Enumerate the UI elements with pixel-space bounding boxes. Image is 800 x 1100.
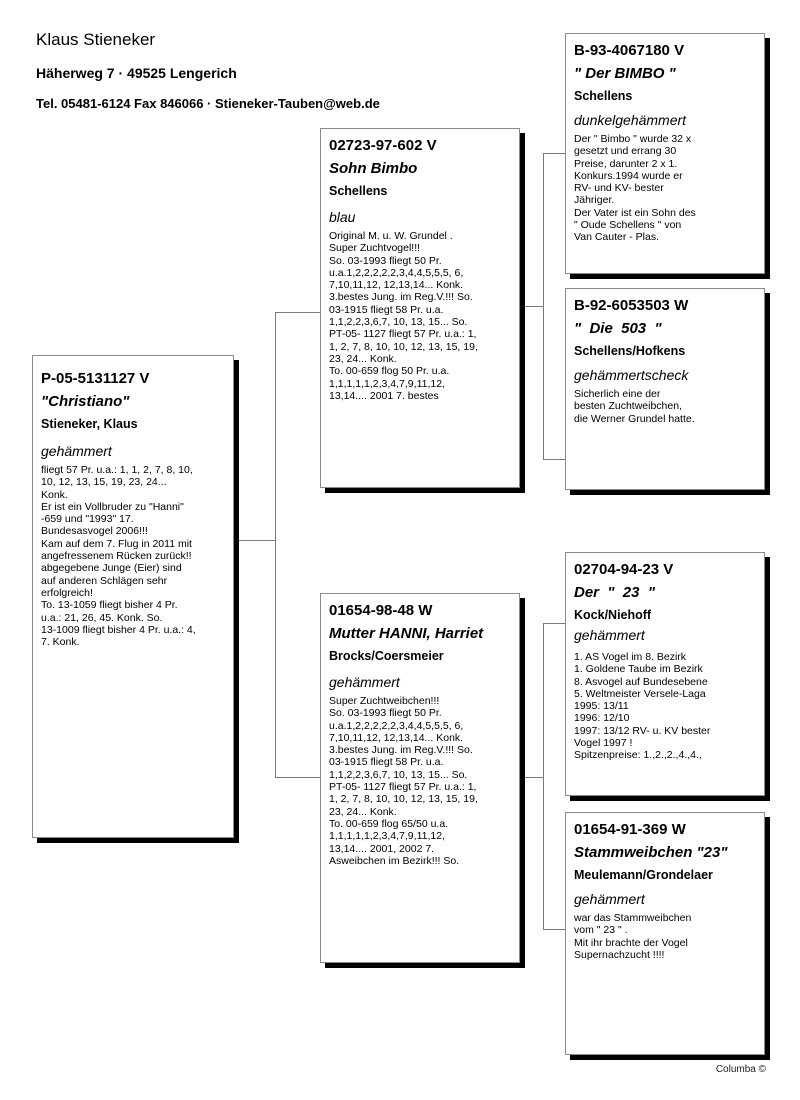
description: fliegt 57 Pr. u.a.: 1, 1, 2, 7, 8, 10, 10, 12, 13, 15, 19, 23, 24... Konk. Er ist ein Vollbruder zu "Hanni" -659 und "1993" 17. Bundesasvogel 2006!!! Kam auf dem 7. Flug in 2011 mit angefressenem Rücken zurück!! abgegebene Junge (Eier) sind auf anderen Schlägen sehr erfolgreich! To. 13-1059 fliegt bisher 4 Pr. u.a.: 21, 26, 45. Konk. So. 13-1009 fliegt bisher 4 Pr. u.a.: 4, 7. Konk. <box>41 464 196 649</box>
copyright-footer: Columba © <box>715 1064 766 1075</box>
connector-mother-out <box>525 777 543 778</box>
description: Der " Bimbo " wurde 32 x gesetzt und errang 30 Preise, darunter 2 x 1. Konkurs.1994 wurde er RV- und KV- bester Jähriger. Der Vater ist ein Sohn des " Oude Schellens " von Van Cauter - Plas. <box>574 133 696 244</box>
breeder: Schellens/Hofkens <box>574 344 686 358</box>
feather-color: dunkelgehämmert <box>574 112 687 128</box>
feather-color: gehämmert <box>41 443 112 459</box>
pigeon-name: "Christiano" <box>41 393 130 410</box>
feather-color: blau <box>329 209 356 225</box>
connector-mother <box>275 777 320 778</box>
ring-number: B-93-4067180 V <box>574 42 685 59</box>
description: Sicherlich eine der besten Zuchtweibchen, die Werner Grundel hatte. <box>574 388 695 425</box>
feather-color: gehämmert <box>329 674 400 690</box>
ring-number: 01654-91-369 W <box>574 821 686 838</box>
connector-father <box>275 312 320 313</box>
connector-main <box>239 540 275 541</box>
breeder: Meulemann/Grondelaer <box>574 868 713 882</box>
feather-color: gehämmert <box>574 627 645 643</box>
breeder: Stieneker, Klaus <box>41 417 138 431</box>
pigeon-card-main <box>32 355 234 838</box>
description: Super Zuchtweibchen!!! So. 03-1993 fliegt 50 Pr. u.a.1,2,2,2,2,2,3,4,4,5,5,5, 6, 7,10,11,12, 12,13,14... Konk. 3.bestes Jung. im Reg.V.!!! So. 03-1915 fliegt 58 Pr. u.a. 1,1,2,2,3,6,7, 10, 13, 15... So. PT-05- 1127 fliegt 57 Pr. u.a.: 1, 1, 2, 7, 8, 10, 10, 12, 13, 15, 19, 23, 24... Konk. To. 00-659 flog 65/50 u.a. 1,1,1,1,1,2,3,4,7,9,11,12, 13,14.... 2001, 2002 7. Asweibchen im Bezirk!!! So. <box>329 695 478 867</box>
pigeon-card-father <box>320 128 520 488</box>
breeder: Schellens <box>574 89 633 103</box>
connector-fm <box>543 459 565 460</box>
ring-number: 01654-98-48 W <box>329 602 433 619</box>
pigeon-card-mother-mother <box>565 812 765 1055</box>
ring-number: B-92-6053503 W <box>574 297 689 314</box>
pigeon-name: Mutter HANNI, Harriet <box>329 625 484 642</box>
pigeon-name: Stammweibchen "23" <box>574 844 728 861</box>
connector-main-vertical <box>275 312 276 778</box>
description: war das Stammweibchen vom " 23 " . Mit ihr brachte der Vogel Supernachzucht !!!! <box>574 912 692 961</box>
ring-number: 02723-97-602 V <box>329 137 437 154</box>
owner-contact: Tel. 05481-6124 Fax 846066 · Stieneker-Tauben@web.de <box>36 96 380 111</box>
description: 1. AS Vogel im 8. Bezirk 1. Goldene Taube im Bezirk 8. Asvogel auf Bundesebene 5. Weltmeister Versele-Laga 1995: 13/11 1996: 12/10 1997: 13/12 RV- u. KV bester Vogel 1997 ! Spitzenpreise: 1.,2.,2.,4.,4., <box>574 651 711 762</box>
connector-father-vertical <box>543 153 544 459</box>
breeder: Brocks/Coersmeier <box>329 649 444 663</box>
breeder: Kock/Niehoff <box>574 608 652 622</box>
ring-number: 02704-94-23 V <box>574 561 674 578</box>
feather-color: gehämmert <box>574 891 645 907</box>
description: Original M. u. W. Grundel . Super Zuchtvogel!!! So. 03-1993 fliegt 50 Pr. u.a.1,2,2,2,2,2,3,4,4,5,5,5, 6, 7,10,11,12, 12,13,14... Konk. 3.bestes Jung. im Reg.V.!!! So. 03-1915 fliegt 58 Pr. u.a. 1,1,2,2,3,6,7, 10, 13, 15... So. PT-05- 1127 fliegt 57 Pr. u.a.: 1, 1, 2, 7, 8, 10, 10, 12, 13, 15, 19, 23, 24... Konk. To. 00-659 flog 50 Pr. u.a. 1,1,1,1,1,2,3,4,7,9,11,12, 13,14.... 2001 7. bestes <box>329 230 478 402</box>
pigeon-card-father-mother <box>565 288 765 490</box>
connector-father-out <box>525 306 543 307</box>
pigeon-card-father-father <box>565 33 765 274</box>
breeder: Schellens <box>329 184 388 198</box>
pigeon-card-mother <box>320 593 520 963</box>
connector-mother-vertical <box>543 623 544 929</box>
owner-name: Klaus Stieneker <box>36 30 156 49</box>
pigeon-name: Sohn Bimbo <box>329 160 418 177</box>
pigeon-name: " Der BIMBO " <box>574 65 676 82</box>
pigeon-name: " Die 503 " <box>574 320 662 337</box>
pigeon-card-mother-father <box>565 552 765 796</box>
feather-color: gehämmertscheck <box>574 367 689 383</box>
ring-number: P-05-5131127 V <box>41 370 150 387</box>
owner-address: Häherweg 7 · 49525 Lengerich <box>36 65 237 81</box>
pigeon-name: Der " 23 " <box>574 584 655 601</box>
connector-mm <box>543 929 565 930</box>
connector-mf <box>543 623 565 624</box>
connector-ff <box>543 153 565 154</box>
